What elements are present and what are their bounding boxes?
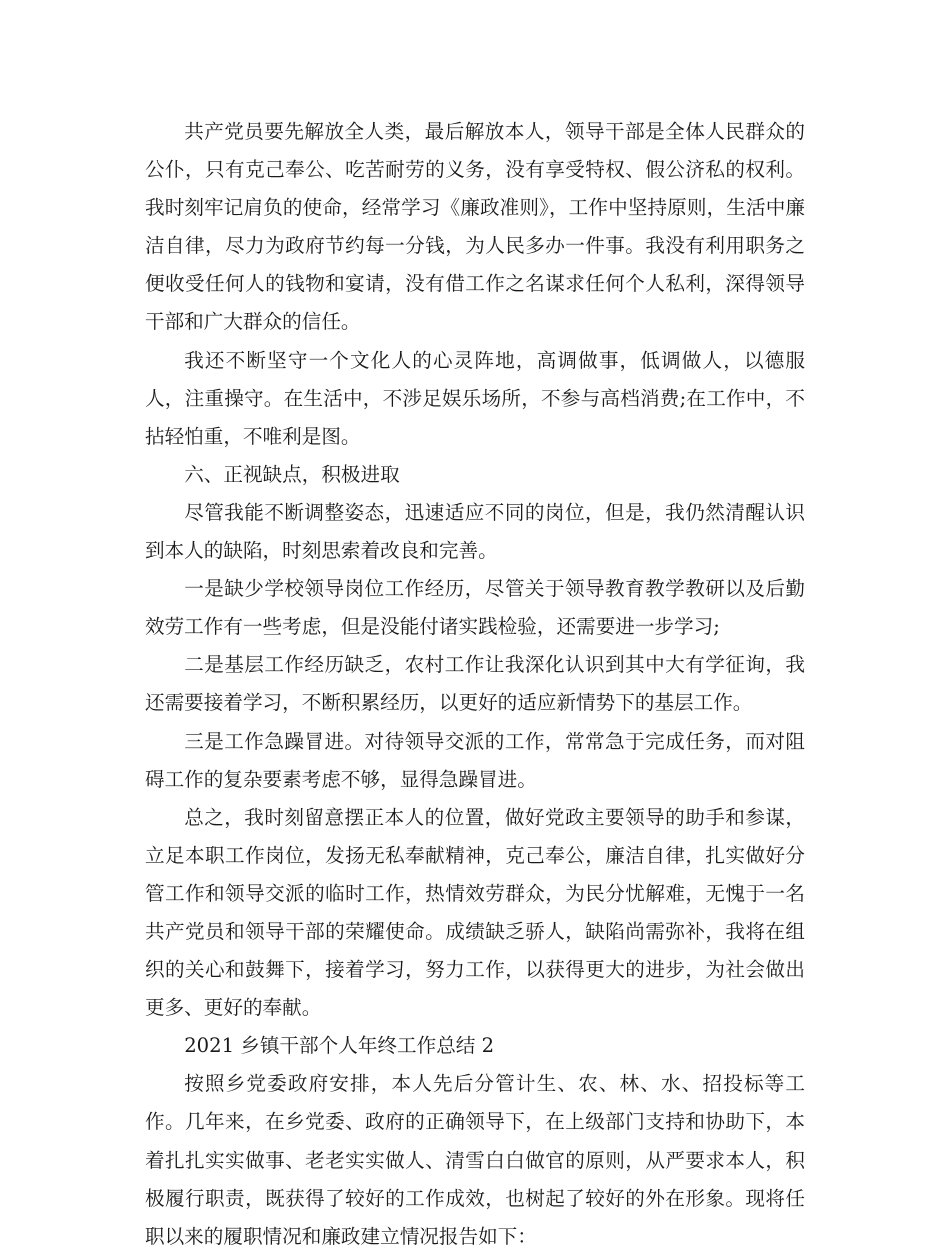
paragraph-conclusion: 总之，我时刻留意摆正本人的位置，做好党政主要领导的助手和参谋，立足本职工作岗位，发扬无私奉献精神，克己奉公，廉洁自律，扎实做好分管工作和领导交派的临时工作，热情效劳群众，为民分忧解难，无愧于一名共产党员和领导干部的荣耀使命。成绩缺乏骄人，缺陷尚需弥补，我将在组织的关心和鼓舞下，接着学习，努力工作，以获得更大的进步，为社会做出更多、更好的奉献。 [145,805,805,1020]
paragraph-cultural-integrity: 我还不断坚守一个文化人的心灵阵地，高调做事，低调做人，以德服人，注重操守。在生活中，不涉足娱乐场所，不参与高档消费;在工作中，不拈轻怕重，不唯利是图。 [145,348,805,448]
paragraph-shortcoming-one: 一是缺少学校领导岗位工作经历，尽管关于领导教育教学教研以及后勤效劳工作有一些考虑，但是没能付诸实践检验，还需要进一步学习; [145,577,805,639]
paragraph-report-intro: 按照乡党委政府安排，本人先后分管计生、农、林、水、招投标等工作。几年来，在乡党委、政府的正确领导下，在上级部门支持和协助下，本着扎扎实实做事、老老实实做人、清雪白白做官的原则，从严要求本人，积极履行职责，既获得了较好的工作成效，也树起了较好的外在形象。现将任职以来的履职情况和廉政建立情况报告如下： [145,1072,805,1248]
paragraph-shortcoming-three: 三是工作急躁冒进。对待领导交派的工作，常常急于完成任务，而对阻碍工作的复杂要素考虑不够，显得急躁冒进。 [145,729,805,791]
paragraph-shortcoming-two: 二是基层工作经历缺乏，农村工作让我深化认识到其中大有学征询，我还需要接着学习，不断积累经历，以更好的适应新情势下的基层工作。 [145,653,805,715]
paragraph-shortcomings-intro: 尽管我能不断调整姿态，迅速适应不同的岗位，但是，我仍然清醒认识到本人的缺陷，时刻思索着改良和完善。 [145,500,805,563]
document-subtitle: 2021 乡镇干部个人年终工作总结 2 [184,1034,495,1058]
paragraph-party-member-duty: 共产党员要先解放全人类，最后解放本人，领导干部是全体人民群众的公仆，只有克己奉公、吃苦耐劳的义务，没有享受特权、假公济私的权利。我时刻牢记肩负的使命，经常学习《廉政准则》，工作中坚持原则，生活中廉洁自律，尽力为政府节约每一分钱，为人民多办一件事。我没有利用职务之便收受任何人的钱物和宴请，没有借工作之名谋求任何个人私利，深得领导干部和广大群众的信任。 [145,120,805,334]
section-heading-shortcomings: 六、正视缺点，积极进取 [184,462,400,486]
document-body [145,113,805,1256]
